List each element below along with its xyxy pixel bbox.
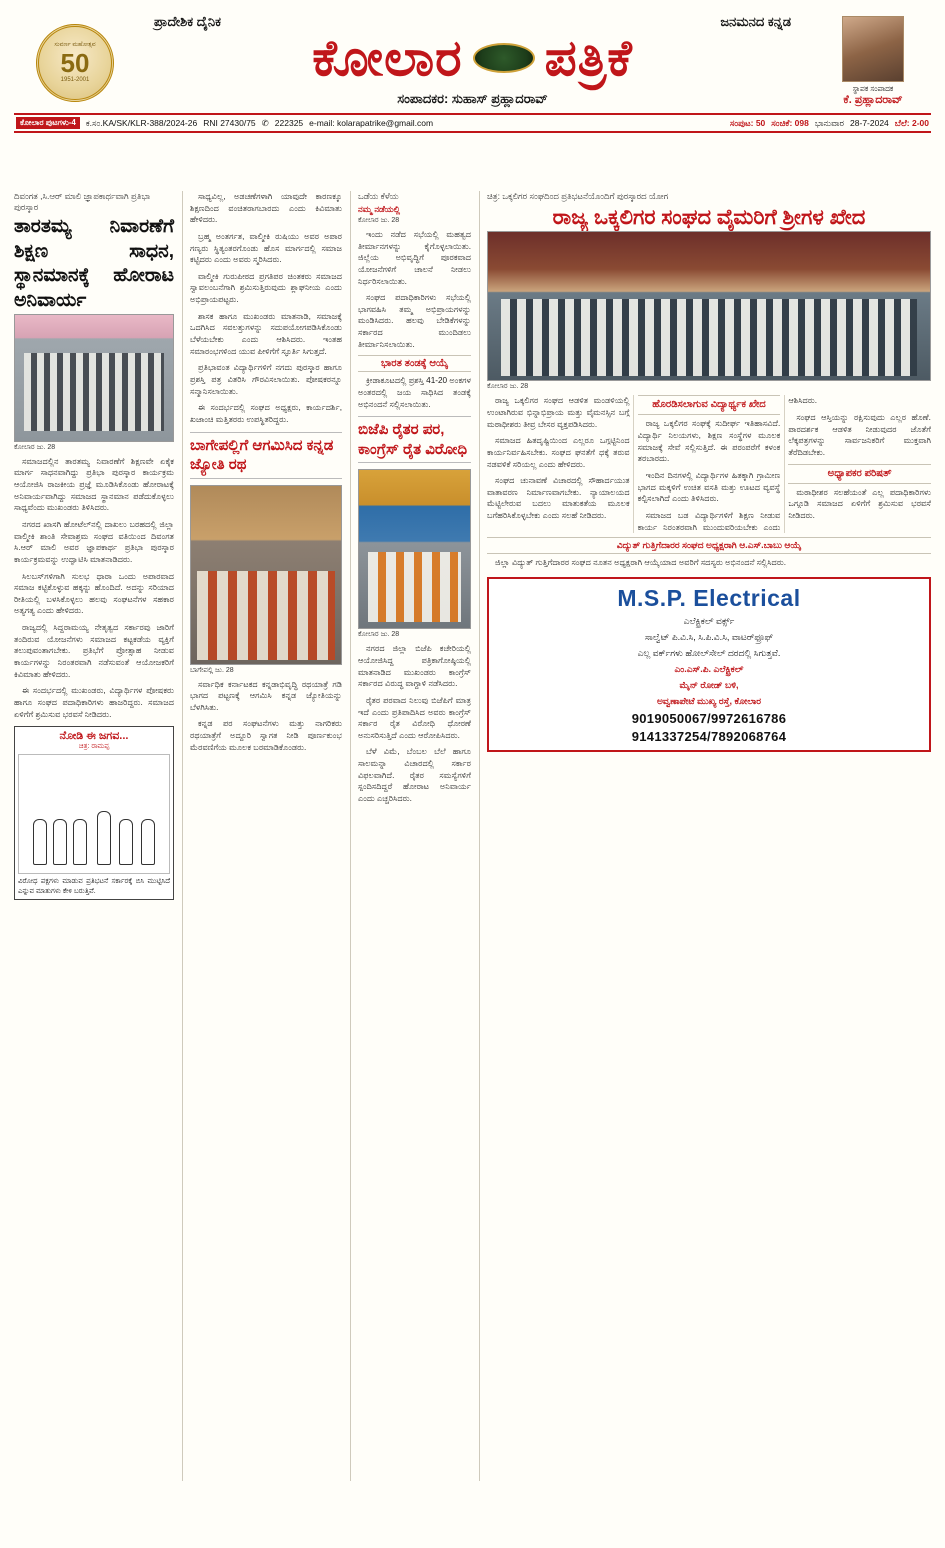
story1-para: ಈ ಸಂದರ್ಭದಲ್ಲಿ ಮುಖಂಡರು, ವಿದ್ಯಾರ್ಥಿಗಳ ಪೋಷಕರು ಹಾಗೂ ಸಂಘದ ಪದಾಧಿಕಾರಿಗಳು ಹಾಜರಿದ್ದರು. ಸಮಾಜದ ಏಳಿಗೆಗೆ ಶ್ರಮಿಸುವ ಭರವಸೆ ನೀಡಿದರು. [14,686,174,719]
emblem-icon [473,43,535,73]
seal-number: 50 [60,47,90,78]
story3-para: ನಗರದ ಜಿಲ್ಲಾ ಬಿಜೆಪಿ ಕಚೇರಿಯಲ್ಲಿ ಆಯೋಜಿಸಿದ್ದ ಪತ್ರಿಕಾಗೋಷ್ಠಿಯಲ್ಲಿ ಮಾತನಾಡಿದ ಮುಖಂಡರು ಕಾಂಗ್ರೆಸ್ ಸರ್ಕಾರದ ವಿರುದ್ಧ ವಾಗ್ದಾಳಿ ನಡೆಸಿದರು. [358,644,471,689]
story2-caption: ಕೋಲಾರ ಜು. 28 [358,217,400,224]
story4-para: ಸರ್ವಾಧಿಕ ಕರ್ನಾಟಕದ ಕನ್ನಡಾಭಿವೃದ್ಧಿ ರಥಯಾತ್ರೆ ಗಡಿ ಭಾಗದ ಪಟ್ಟಣಕ್ಕೆ ಆಗಮಿಸಿ ಕನ್ನಡ ಜ್ಯೋತಿಯನ್ನು ಬೆಳಗಿಸಿತು. [190,679,342,712]
story3-para: ಬೆಳೆ ವಿಮೆ, ಬೆಂಬಲ ಬೆಲೆ ಹಾಗೂ ಸಾಲಮನ್ನಾ ವಿಚಾರದಲ್ಲಿ ಸರ್ಕಾರ ವಿಫಲವಾಗಿದೆ. ರೈತರ ಸಮಸ್ಯೆಗಳಿಗೆ ಸ್ಪಂದಿಸದಿದ್ದರೆ ಹೋರಾಟ ಅನಿವಾರ್ಯ ಎಂದು ಎಚ್ಚರಿಸಿದರು. [358,747,471,804]
cartoon-title: ನೋಡಿ ಈ ಜಗವ... [59,730,129,743]
issue: ಸಂಚಿಕೆ: 098 [771,117,809,128]
ad-subtitle: ಎಲೆಕ್ಟ್ರಿಕಲ್ ವರ್ಕ್ಸ್ [683,615,735,626]
masthead-kicker-right: ಜನಮನದ ಕನ್ನಡ [720,14,791,29]
masthead [14,10,931,185]
story1-headline: ತಾರತಮ್ಯ ನಿವಾರಣೆಗೆ ಶಿಕ್ಷಣ ಸಾಧನ, ಸ್ಥಾನಮಾನಕ್ಕೆ ಹೋರಾಟ ಅನಿವಾರ್ಯ [14,216,174,312]
cartoon-artist: ಚಿತ್ರ: ರಾಮಪ್ಪ [78,743,110,751]
story2-kicker: ಒಡೆಯ ಕೆಳೆಯ [358,191,399,201]
story2-body-2 [358,375,471,410]
story4-para: ಕನ್ನಡ ಪರ ಸಂಘಟನೆಗಳು ಮತ್ತು ನಾಗರಿಕರು ರಥಯಾತ್ರೆಗೆ ಅದ್ದೂರಿ ಸ್ವಾಗತ ನೀಡಿ ಪೂರ್ಣಕುಂಭ ಮೆರವಣಿಗೆಯ ಮೂಲಕ ಬರಮಾಡಿಕೊಂಡರು. [190,719,342,752]
cartoon-caption: ವಿರೋಧ ಪಕ್ಷಗಳು ಮಾಡುವ ಪ್ರತಿಭಟನೆ ಸರ್ಕಾರಕ್ಕೆ ಬಿಸಿ ಮುಟ್ಟಿಸಿದೆ ಎನ್ನುವ ಮಾತುಗಳು ಕೇಳಿ ಬರುತ್ತಿವೆ. [18,878,170,895]
publisher-role: ಸ್ಥಾಪಕ ಸಂಪಾದಕ [852,84,894,93]
phone-number: 222325 [274,118,304,128]
lead-story-body [487,395,931,533]
story3-caption: ಕೋಲಾರ ಜು. 28 [358,631,400,639]
story1-para: ವಾಲ್ಮೀಕಿ ಗುರುಪೀಠದ ಪ್ರಗತಿಪರ ಚಿಂತಕರು ಸಮಾಜದ ಸ್ವಾವಲಂಬನೆಗಾಗಿ ಶ್ರಮಿಸುತ್ತಿರುವುದು ಶ್ಲಾಘನೀಯ ಎಂದು ಅಭಿಪ್ರಾಯಪಟ್ಟರು. [190,271,342,305]
editor-line: ಸಂಪಾದಕರ: ಸುಹಾಸ್ ಪ್ರಹ್ಲಾದರಾವ್ [397,90,548,106]
story5-headline: ವಿದ್ಯುತ್ ಗುತ್ತಿಗೆದಾರರ ಸಂಘದ ಅಧ್ಯಕ್ಷರಾಗಿ ಆ.ಎಸ್.ಬಾಬು ಆಯ್ಕೆ [487,537,931,554]
story1-para: ನಗರದ ಖಾಸಗಿ ಹೋಟೆಲ್‌ನಲ್ಲಿ ದಾಖಲು ಬರಹದಲ್ಲಿ ಜಿಲ್ಲಾ ವಾಲ್ಮೀಕಿ ಶಾಂತಿ ಸೇವಾಶ್ರಮ ಸಂಘದ ವತಿಯಿಂದ ದಿವಂಗತ ಸಿ.ಆರ್ ಮಾಲಿ ಅವರ ಜ್ಞಾಪಕಾರ್ಥ ಪ್ರತಿಭಾ ಪುರಸ್ಕಾರ ಕಾರ್ಯಕ್ರಮವನ್ನು ಉದ್ಘಾಟಿಸಿ ಮಾತನಾಡಿದರು. [14,519,174,564]
price: ಬೆಲೆ: 2-00 [894,117,929,128]
phone-icon: ✆ [261,117,269,128]
column-3 [350,191,471,1481]
story1-para: ಸಮಾಜದಲ್ಲಿನ ತಾರತಮ್ಯ ನಿವಾರಣೆಗೆ ಶಿಕ್ಷಣವೇ ಏಕೈಕ ಮಾರ್ಗ ಸಾಧನವಾಗಿದ್ದು ಪ್ರತಿಭಾ ಪುರಸ್ಕಾರ ಕಾರ್ಯಕ್ರಮ ಆಯೋಜಿಸಿ ರಾಜಕೀಯ ಪ್ರಜ್ಞೆ ಮೂಡಿಸಿಕೊಂಡು ಹೋರಾಟಕ್ಕೆ ಅನಿವಾರ್ಯವಾಗಿದ್ದು ಸಮಾಜದ ಸ್ಥಾನಮಾನ ಪಡೆದುಕೊಳ್ಳಲು ಸಾಧ್ಯವೆಂದು ಮುಖಂಡರು ತಿಳಿಸಿದರು. [14,456,174,513]
lead-para: ಮಠಾಧೀಶರ ಸಲಹೆಯಂತೆ ಎಲ್ಲ ಪದಾಧಿಕಾರಿಗಳು ಒಗ್ಗೂಡಿ ಸಮಾಜದ ಏಳಿಗೆಗೆ ಶ್ರಮಿಸುವ ಭರವಸೆ ನೀಡಿದರು. [788,487,931,520]
lead-para: ಇಂದಿನ ದಿನಗಳಲ್ಲಿ ವಿದ್ಯಾರ್ಥಿಗಳ ಹಿತಕ್ಕಾಗಿ ಗ್ರಾಮೀಣ ಭಾಗದ ಮಕ್ಕಳಿಗೆ ಉಚಿತ ವಸತಿ ಮತ್ತು ಊಟದ ವ್ಯವಸ್ಥೆ ಕಲ್ಪಿಸಲಾಗಿದೆ ಎಂದು ತಿಳಿಸಿದರು. [637,471,781,504]
story1-kicker: ದಿವಂಗತ ,ಸಿ.ಆರ್ ಮಾಲಿ ಜ್ಞಾಪಕಾರ್ಥವಾಗಿ ಪ್ರತಿಭಾ ಪುರಸ್ಕಾರ [14,191,151,212]
story2-para: ಕ್ರೀಡಾಕೂಟದಲ್ಲಿ ಪ್ರಶಸ್ತಿ 41-20 ಅಂಕಗಳ ಅಂತರದಲ್ಲಿ ಜಯ ಸಾಧಿಸಿದ ತಂಡಕ್ಕೆ ಅಭಿನಂದನೆ ಸಲ್ಲಿಸಲಾಯಿತು. [358,376,471,409]
story3-headline: ಬಿಜೆಪಿ ರೈತರ ಪರ, ಕಾಂಗ್ರೆಸ್ ರೈತ ವಿರೋಧಿ [358,416,471,463]
golden-jubilee-seal-icon [36,24,114,102]
info-bar [14,115,931,133]
lead-story-headline: ರಾಜ್ಯ ಒಕ್ಕಲಿಗರ ಸಂಘದ ವೈಮರಿಗೆ ಶ್ರೀಗಳ ಖೇದ [552,206,866,229]
story1-body [14,456,174,720]
advertisement-msp-electrical[interactable] [487,577,931,752]
lead-subhead-1: ಹೊರಡಿಸಲಾಗುವ ವಿದ್ಯಾರ್ಥ್ಯಕ ಖೇದ [638,395,781,415]
ad-services: ಸಾಲ್ವೆಟ್ ಪಿ.ವಿ.ಸಿ, ಸಿ.ಪಿ.ವಿ.ಸಿ, ವಾಟರ್‌ಫ್ರೂಫ್ [644,631,774,642]
email-address[interactable]: e-mail: kolarapatrike@gmail.com [309,118,434,128]
lead-para: ಸಂಘದ ಚುನಾವಣೆ ವಿಚಾರದಲ್ಲಿ ಸೌಹಾರ್ದಯುತ ವಾತಾವರಣ ನಿರ್ಮಾಣವಾಗಬೇಕು. ನ್ಯಾಯಾಲಯದ ಮೆಟ್ಟಿಲೇರುವ ಬದಲು ಮಾತುಕತೆಯ ಮೂಲಕ ಬಗೆಹರಿಸಿಕೊಳ್ಳಬೇಕು ಎಂದು ಸಲಹೆ ನೀಡಿದರು. [487,476,630,521]
lead-para: ಸಮಾಜದ ಹಿತದೃಷ್ಟಿಯಿಂದ ಎಲ್ಲರೂ ಒಗ್ಗಟ್ಟಿನಿಂದ ಕಾರ್ಯನಿರ್ವಹಿಸಬೇಕು. ಸಂಘದ ಘನತೆಗೆ ಧಕ್ಕೆ ತರುವ ನಡವಳಿಕೆ ಸರಿಯಲ್ಲ ಎಂದು ಹೇಳಿದರು. [487,436,630,469]
column-1 [14,191,174,1481]
story3-para: ರೈತರ ಪರವಾದ ನಿಲುವು ಬಿಜೆಪಿಗೆ ಮಾತ್ರ ಇದೆ ಎಂದು ಪ್ರತಿಪಾದಿಸಿದ ಅವರು ಕಾಂಗ್ರೆಸ್ ಸರ್ಕಾರ ರೈತ ವಿರೋಧಿ ಧೋರಣೆ ಅನುಸರಿಸುತ್ತಿದೆ ಎಂದು ಆರೋಪಿಸಿದರು. [358,695,471,740]
column-4 [479,191,931,1481]
ad-business-name: ಎಂ.ಎಸ್.ಪಿ. ಎಲೆಕ್ಟ್ರಿಕಲ್ [674,664,744,675]
story5-body [487,557,931,569]
seal-top-text: ಸುವರ್ಣ ಮಹೋತ್ಸವ [54,42,96,49]
ad-phone-2[interactable]: 9141337254/7892068764 [631,729,787,745]
lead-story-photo [487,231,931,381]
story3-body [358,643,471,804]
cartoon-figure [119,819,133,865]
story4-caption: ಬಾಗೇಪಲ್ಲಿ ಜು. 28 [190,666,234,674]
story1-para: ರಾಜ್ಯದಲ್ಲಿ ಸಿದ್ದರಾಮಯ್ಯ ನೇತೃತ್ವದ ಸರ್ಕಾರವು ಜಾರಿಗೆ ತಂದಿರುವ ಯೋಜನೆಗಳು ಸಮಾಜದ ಕಟ್ಟಕಡೆಯ ವ್ಯಕ್ತಿಗೆ ತಲುಪುವಂತಾಗಬೇಕು. ಪ್ರತಿಭೆಗೆ ಪ್ರೋತ್ಸಾಹ ನೀಡುವ ಕಾರ್ಯಗಳನ್ನು ನಿರಂತರವಾಗಿ ನಡೆಸುವಂತೆ ಆಯೋಜಕರಿಗೆ ಕಿವಿಮಾತು ಹೇಳಿದರು. [14,623,174,679]
masthead-title-left: ಕೋಲಾರ [312,30,463,86]
story5-para: ಜಿಲ್ಲಾ ವಿದ್ಯುತ್ ಗುತ್ತಿಗೆದಾರರ ಸಂಘದ ನೂತನ ಅಧ್ಯಕ್ಷರಾಗಿ ಆಯ್ಕೆಯಾದ ಅವರಿಗೆ ಸದಸ್ಯರು ಅಭಿನಂದನೆ ಸಲ್ಲಿಸಿದರು. [495,558,787,568]
lead-subhead-2: ಅಧ್ಯಾಪಕರ ಪರಿಷತ್ [788,464,931,484]
column-2 [182,191,342,1481]
story1-para: ಬ್ರಹ್ಮ ಅಂತರ್ಗತ, ವಾಲ್ಮೀಕಿ ರುಷಿಯು ಅವರ ಅಪಾರ ಗಣ್ಯರು ಸ್ಥಿತ್ಯಂತರಗೊಂಡು ಹೊಸ ಮಾರ್ಗದಲ್ಲಿ ಸಮಾಜ ಕಟ್ಟಿದರು ಎಂದು ಅವರು ಸ್ಮರಿಸಿದರು. [190,231,342,265]
story1-para: ಸಿಲಬಸ್‌ಗಳಿಗಾಗಿ ಸುಲಭ ಧಾರಾ ಒಂದು ಅಪಾರವಾದ ಸಮಾಜ ಕಟ್ಟಿಕೊಳ್ಳುವ ಹಕ್ಕನ್ನು ಹೊಂದಿದೆ. ಅದನ್ನು ಸರಿಯಾದ ರೀತಿಯಲ್ಲಿ ಬಳಸಿಕೊಳ್ಳಲು ಹಲವು ಸಂಘಟನೆಗಳ ಸಹಕಾರ ಅತ್ಯಗತ್ಯ ಎಂದು ಹೇಳಿದರು. [14,571,174,616]
lead-story-kicker: ಚಿತ್ರ: ಒಕ್ಕಲಿಗರ ಸಂಘದಿಂದ ಪ್ರತಿಭಟನೆಯೊಂದಿಗೆ ಪುರಸ್ಕಾರದ ಯೋಗ [487,191,669,201]
story1-continued [190,191,342,426]
ad-offer: ಎಲ್ಲ ವರ್ಕ್‌ಗಳು ಹೋಲ್‌ಸೇಲ್ ದರದಲ್ಲಿ ಸಿಗುತ್ತವೆ. [637,647,781,658]
day: ಭಾನುವಾರ [814,117,845,128]
masthead-title-right: ಪತ್ರಿಕೆ [544,30,633,86]
edition-tag: ಕೋಲಾರ ಪುಟಗಳು-4 [16,117,80,129]
postal-reg: ಕ.ಸಂ.KA/SK/KLR-388/2024-26 [85,117,198,128]
rni-number: RNI 27430/75 [203,118,256,128]
story4-headline: ಬಾಗೇಪಲ್ಲಿಗೆ ಆಗಮಿಸಿದ ಕನ್ನಡ ಜ್ಯೋತಿ ರಥ [190,432,342,479]
story1-para: ಪ್ರತಿಭಾವಂತ ವಿದ್ಯಾರ್ಥಿಗಳಿಗೆ ನಗದು ಪುರಸ್ಕಾರ ಹಾಗೂ ಪ್ರಶಸ್ತಿ ಪತ್ರ ವಿತರಿಸಿ ಗೌರವಿಸಲಾಯಿತು. ಪೋಷಕರನ್ನೂ ಸನ್ಮಾನಿಸಲಾಯಿತು. [190,363,342,396]
cartoon-artwork [18,754,170,874]
story2-subhead: ಭಾರತ ತಂಡಕ್ಕೆ ಆಯ್ಕೆ [358,355,471,372]
ad-address-1: ಮೈನ್ ರೋಡ್ ಬಳಿ, [679,680,739,691]
story1-para: ಸಾಧ್ಯವಿಲ್ಲ, ಅಡಚಣೆಗಳಾಗಿ ಯಾವುದೇ ಕಾರಣಕ್ಕೂ ಶಿಕ್ಷಣದಿಂದ ವಂಚಿತರಾಗಬಾರದು ಎಂದು ಕಿವಿಮಾತು ಹೇಳಿದರು. [190,192,342,225]
masthead-kicker-left: ಪ್ರಾದೇಶಿಕ ದೈನಿಕ [154,14,221,29]
story3-photo [358,469,471,629]
lead-story-caption: ಕೋಲಾರ ಜು. 28 [487,383,529,391]
cartoon-figure [73,819,87,865]
volume: ಸಂಪುಟ: 50 [729,117,766,128]
story1-para: ಶಾಸಕ ಹಾಗೂ ಮುಖಂಡರು ಮಾತನಾಡಿ, ಸಮಾಜಕ್ಕೆ ಒದಗಿಸಿದ ಸವಲತ್ತುಗಳನ್ನು ಸದುಪಯೋಗಪಡಿಸಿಕೊಂಡು ಬೆಳೆಯಬೇಕು ಎಂದು ಆಶಿಸಿದರು. ಇಂತಹ ಸಮಾರಂಭಗಳಿಂದ ಯುವ ಪೀಳಿಗೆಗೆ ಸ್ಫೂರ್ತಿ ಸಿಗುತ್ತದೆ. [190,311,342,356]
story1-para: ಈ ಸಂದರ್ಭದಲ್ಲಿ ಸಂಘದ ಅಧ್ಯಕ್ಷರು, ಕಾರ್ಯದರ್ಶಿ, ಖಜಾಂಚಿ ಮತ್ತಿತರರು ಉಪಸ್ಥಿತರಿದ್ದರು. [190,403,342,424]
ad-title: M.S.P. Electrical [617,584,801,611]
cartoon-box [14,726,174,900]
story1-photo [14,314,174,442]
publisher-photo [842,16,904,82]
story2-mini-title: ನಮ್ಮ ನಡೆಯಲ್ಲಿ [358,204,401,214]
ad-phone-1[interactable]: 9019050067/9972616786 [631,711,787,727]
publisher-name: ಕೆ. ಪ್ರಹ್ಲಾದರಾವ್ [843,94,903,106]
story1-caption: ಕೋಲಾರ ಜು. 28 [14,443,56,451]
story2-para: ಸಂಘದ ಪದಾಧಿಕಾರಿಗಳು ಸಭೆಯಲ್ಲಿ ಭಾಗವಹಿಸಿ ತಮ್ಮ ಅಭಿಪ್ರಾಯಗಳನ್ನು ಮಂಡಿಸಿದರು. ಹಲವು ಬೇಡಿಕೆಗಳನ್ನು ಸರ್ಕಾರದ ಮುಂದಿಡಲು ತೀರ್ಮಾನಿಸಲಾಯಿತು. [358,293,471,349]
ad-address-2: ಅವ್ವಣಾಪೇಟೆ ಮುಖ್ಯ ರಸ್ತೆ, ಕೋಲಾರ [656,696,762,707]
publisher-block [831,16,915,107]
date: 28-7-2024 [850,118,889,128]
cartoon-figure [53,819,67,865]
cartoon-figure [141,819,155,865]
story2-para: ಇಂದು ನಡೆದ ಸಭೆಯಲ್ಲಿ ಮಹತ್ವದ ತೀರ್ಮಾನಗಳನ್ನು ಕೈಗೊಳ್ಳಲಾಯಿತು. ಜಿಲ್ಲೆಯ ಅಭಿವೃದ್ಧಿಗೆ ಪೂರಕವಾದ ಯೋಜನೆಗಳಿಗೆ ಚಾಲನೆ ನೀಡಲು ನಿರ್ಧರಿಸಲಾಯಿತು. [358,230,471,286]
story4-body [190,679,342,754]
cartoon-figure [97,811,111,865]
story2-body [358,229,471,350]
cartoon-figure [33,819,47,865]
lead-para: ಸಮಾಜದ ಬಡ ವಿದ್ಯಾರ್ಥಿಗಳಿಗೆ ಶಿಕ್ಷಣ ನೀಡುವ ಕಾರ್ಯ ನಿರಂತರವಾಗಿ ಮುಂದುವರಿಯಬೇಕು ಎಂದು ಆಶಿಸಿದರು. [637,396,818,532]
lead-para: ಸಂಘದ ಆಸ್ತಿಯನ್ನು ರಕ್ಷಿಸುವುದು ಎಲ್ಲರ ಹೊಣೆ. ಪಾರದರ್ಶಕ ಆಡಳಿತ ನೀಡುವುದರ ಜೊತೆಗೆ ಲೆಕ್ಕಪತ್ರಗಳನ್ನು ಸಾರ್ವಜನಿಕರಿಗೆ ಮುಕ್ತವಾಗಿ ತೆರೆದಿಡಬೇಕು. [788,412,931,457]
page-columns [14,191,931,1481]
lead-para: ರಾಜ್ಯ ಒಕ್ಕಲಿಗರ ಸಂಘದ ಆಡಳಿತ ಮಂಡಳಿಯಲ್ಲಿ ಉಂಟಾಗಿರುವ ಭಿನ್ನಾಭಿಪ್ರಾಯ ಮತ್ತು ವೈಮನಸ್ಸಿನ ಬಗ್ಗೆ ಮಠಾಧೀಶರು ತೀವ್ರ ಬೇಸರ ವ್ಯಕ್ತಪಡಿಸಿದರು. [487,396,630,429]
seal-years: 1951-2001 [60,77,90,84]
story4-photo [190,485,342,665]
lead-para: ರಾಜ್ಯ ಒಕ್ಕಲಿಗರ ಸಂಘಕ್ಕೆ ಸುದೀರ್ಘ ಇತಿಹಾಸವಿದೆ. ವಿದ್ಯಾರ್ಥಿ ನಿಲಯಗಳು, ಶಿಕ್ಷಣ ಸಂಸ್ಥೆಗಳ ಮೂಲಕ ಸಮಾಜಕ್ಕೆ ಸೇವೆ ಸಲ್ಲಿಸುತ್ತಿದೆ. ಈ ಪರಂಪರೆಗೆ ಕಳಂಕ ತರಬಾರದು. [637,419,781,464]
